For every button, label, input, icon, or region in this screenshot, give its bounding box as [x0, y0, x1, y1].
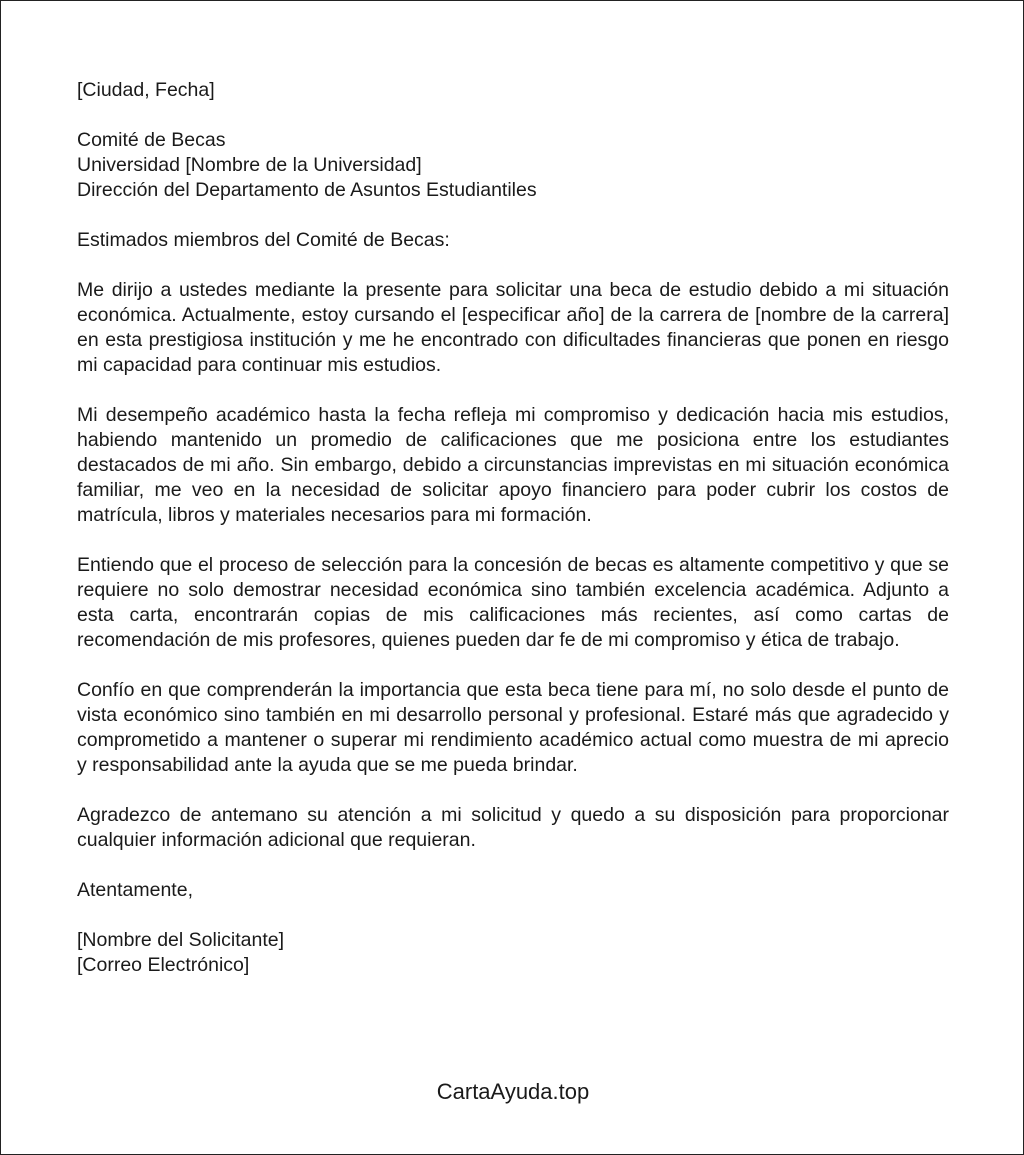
recipient-line: Dirección del Departamento de Asuntos Estudiantiles — [77, 179, 537, 201]
paragraph: Mi desempeño académico hasta la fecha refleja mi compromiso y dedicación hacia mis estudios, habiendo mantenido un promedio de calificaciones que me posiciona entre los estudiantes destacados de mi año. Sin embargo, debido a circunstancias imprevistas en mi situación económica familiar, me veo en la necesidad de solicitar apoyo financiero para poder cubrir los costos de matrícula, libros y materiales necesarios para mi formación. — [77, 404, 949, 526]
site-footer: CartaAyuda.top — [436, 1079, 590, 1104]
greeting — [77, 228, 949, 253]
recipient-block — [77, 128, 949, 203]
signature-email: [Correo Electrónico] — [77, 954, 250, 976]
signature-block — [77, 928, 949, 978]
place-date-text: [Ciudad, Fecha] — [77, 79, 215, 101]
greeting-text: Estimados miembros del Comité de Becas: — [77, 229, 450, 251]
paragraph: Me dirijo a ustedes mediante la presente para solicitar una beca de estudio debido a mi situación económica. Actualmente, estoy cursando el [especificar año] de la carrera de [nombre de la carrera] en esta prestigiosa institución y me he encontrado con dificultades financieras que ponen en riesgo mi capacidad para continuar mis estudios. — [77, 279, 949, 376]
paragraph: Entiendo que el proceso de selección para la concesión de becas es altamente competitivo y que se requiere no solo demostrar necesidad económica sino también excelencia académica. Adjunto a esta carta, encontrarán copias de mis calificaciones más recientes, así como cartas de recomendación de mis profesores, quienes pueden dar fe de mi compromiso y ética de trabajo. — [77, 554, 949, 651]
paragraph: Confío en que comprenderán la importancia que esta beca tiene para mí, no solo desde el punto de vista económico sino también en mi desarrollo personal y profesional. Estaré más que agradecido y comprometido a mantener o superar mi rendimiento académico actual como muestra de mi aprecio y responsabilidad ante la ayuda que se me pueda brindar. — [77, 679, 949, 776]
recipient-line: Universidad [Nombre de la Universidad] — [77, 154, 422, 176]
closing — [77, 878, 949, 903]
recipient-line: Comité de Becas — [77, 129, 226, 151]
signature-name: [Nombre del Solicitante] — [77, 929, 285, 951]
place-date — [77, 78, 949, 103]
letter-body — [77, 78, 949, 1003]
closing-text: Atentamente, — [77, 879, 193, 901]
paragraph: Agradezco de antemano su atención a mi solicitud y quedo a su disposición para proporcionar cualquier información adicional que requieran. — [77, 804, 949, 851]
